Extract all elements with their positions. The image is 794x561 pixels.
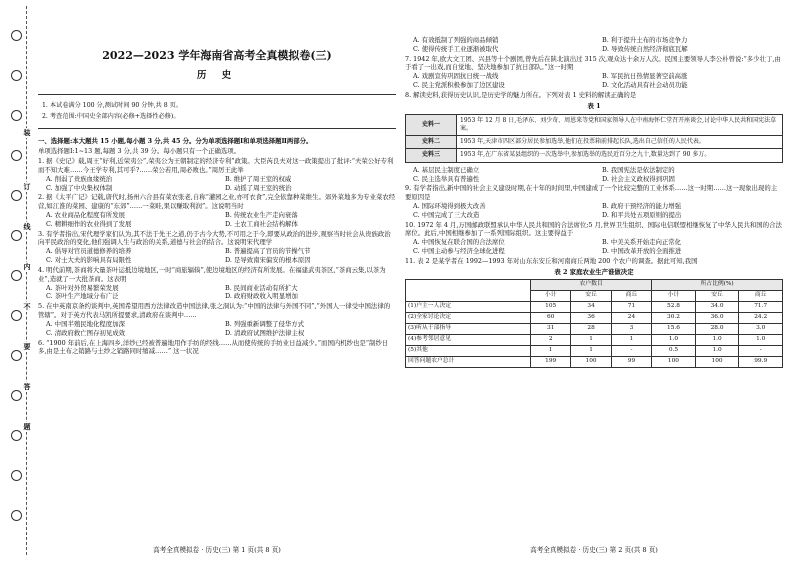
option[interactable]: B. 政府干预经济的能力增强	[602, 202, 682, 210]
table-cell: 52.8	[652, 301, 696, 312]
table-caption: 表 2 家庭农业生产谁做决定	[554, 267, 634, 276]
option[interactable]: B. 民间商业活动有所扩大	[225, 283, 298, 292]
table-cell: 24.2	[739, 312, 783, 323]
left-page	[38, 0, 396, 561]
material-text: 1953 年 12 月 8 日,毛泽东、刘少奇、周恩来等党和国家领导人在中南海怀仁堂召开座谈会,讨论中华人民共和国宪法草案。	[457, 114, 783, 136]
table-cell: 28.0	[695, 323, 739, 334]
option[interactable]: C. 对士大夫的影响具有局限性	[46, 256, 132, 265]
table-cell: 1	[571, 345, 611, 356]
binding-char: 答	[23, 382, 31, 391]
table-cell: 15.6	[652, 323, 696, 334]
option[interactable]: C. 民主党派积极参加了边区建设	[413, 81, 505, 90]
table-cell: 100	[571, 356, 611, 367]
option[interactable]: D. 社会主义政权得到巩固	[602, 174, 675, 183]
option[interactable]: A. 基层民主制度已确立	[413, 165, 480, 174]
survey-data-table	[405, 279, 783, 368]
material-label: 史料二	[406, 136, 457, 149]
binding-dashed-line	[26, 6, 27, 555]
section-subheading: 单项选择题Ⅰ:1~13 题,每题 3 分,共 39 分。每小题只有一个正确选项。	[38, 147, 241, 156]
binding-char: 订	[23, 182, 31, 191]
column-header: 安丘	[571, 290, 611, 301]
notice-box	[38, 94, 396, 129]
material-text: 1953 年,天津市四区部分居民参加选举,他们在投票箱前排起长队,选出自己信任的人民代表。	[457, 136, 783, 149]
option[interactable]: D. 文化活动具有社会动员功能	[602, 81, 688, 90]
table-cell: 71	[611, 301, 651, 312]
option[interactable]: B. 维护了周王室的权威	[225, 174, 292, 183]
right-page	[405, 0, 783, 561]
material-label: 史料三	[406, 149, 457, 162]
option[interactable]: A. 削弱了贵族血缘统治	[46, 174, 113, 183]
option[interactable]: A. 茶叶对外贸易繁荣发展	[46, 283, 119, 292]
table-header-row	[406, 279, 783, 290]
question-8	[405, 91, 783, 183]
option[interactable]: B. 传统农业生产走向衰落	[225, 211, 298, 219]
binding-margin	[0, 0, 34, 561]
row-label: (4)参考邻居意见	[406, 334, 531, 345]
option[interactable]: D. 导致传统自然经济彻底瓦解	[602, 44, 688, 53]
option[interactable]: D. 中国改革开放的全面推进	[602, 247, 682, 256]
row-label: (2)全家讨论决定	[406, 312, 531, 323]
question-5	[38, 302, 396, 337]
option[interactable]: A. 中国恢复在联合国的合法席位	[413, 238, 505, 247]
table-cell: 100	[652, 356, 696, 367]
table-row	[406, 301, 783, 312]
option[interactable]: D. 政府财政收入明显增加	[225, 292, 298, 301]
table-cell: 1.0	[652, 334, 696, 345]
table-cell: 1.0	[695, 345, 739, 356]
option[interactable]: B. 列强重新调整了侵华方式	[225, 319, 305, 328]
question-stem: 4. 明代前期,茶商将大量茶叶运抵边境地区,一时“商旅辐辏”,使边境地区的经济有所发展。在福建武夷茶区,“茶商云集,以茶为业”,造就了一大批茶商。这表明	[38, 265, 386, 283]
binding-char: 不	[23, 302, 31, 311]
question-4	[38, 266, 396, 301]
table-cell: 1.0	[695, 334, 739, 345]
column-header: 商丘	[739, 290, 783, 301]
binding-ring-icon	[11, 150, 22, 161]
table-row	[406, 334, 783, 345]
binding-ring-icon	[11, 110, 22, 121]
table-row	[406, 149, 783, 162]
section-heading: 一、选择题:本大题共 15 小题,每小题 3 分,共 45 分。分为单项选择题Ⅰ和单项选择题Ⅱ两部分。	[38, 137, 313, 146]
binding-ring-icon	[11, 70, 22, 81]
option[interactable]: D. 和平共处五项原则的提出	[602, 210, 682, 219]
binding-ring-icon	[11, 510, 22, 521]
table-row	[406, 114, 783, 136]
option[interactable]: D. 清政府试图维护法律主权	[225, 328, 305, 337]
question-11	[405, 257, 783, 368]
table-cell: 34.0	[695, 301, 739, 312]
option[interactable]: B. 普遍提高了官员的节操气节	[225, 247, 311, 256]
option[interactable]: C. 清政府救亡图存初见成效	[46, 328, 126, 337]
option[interactable]: C. 精耕细作的农业得到了发展	[46, 219, 132, 228]
table-cell: 36	[571, 312, 611, 323]
row-label: (5)其他	[406, 345, 531, 356]
table-cell: 36.0	[695, 312, 739, 323]
option[interactable]: C. 中国主动参与经济全球化进程	[413, 247, 505, 256]
table-caption: 表 1	[587, 101, 601, 110]
table-cell: 1	[531, 345, 571, 356]
table-cell: -	[739, 345, 783, 356]
option[interactable]: A. 农业商品化程度有所发展	[46, 211, 125, 219]
question-stem: 6. “1900 年前后,在上海四乡,洋纱已经被普遍地用作手纺的经线……从而使传统的手纺业日益减少。”而国内机纱也是“制纱日多,由是土布之销路与土纱之销路同时缩减……” 这一状况	[38, 338, 389, 356]
material-text: 1953 年,在广东省某县组织的一次选举中,参加选举的选民近百分之九十,数量达到了 90 多万。	[457, 149, 783, 162]
table-cell: 99.9	[739, 356, 783, 367]
question-7	[405, 55, 783, 90]
binding-ring-icon	[11, 390, 22, 401]
question-10	[405, 221, 783, 256]
question-9	[405, 184, 783, 219]
binding-char: 要	[23, 342, 31, 351]
row-label: 回答问题农户总计	[406, 356, 531, 367]
option[interactable]: D. 土农工商社会结构解体	[225, 219, 298, 228]
binding-ring-icon	[11, 190, 22, 201]
binding-ring-icon	[11, 470, 22, 481]
question-stem: 2. 据《太平广记》记载,唐代时,扬州六合县有菜农张老,自称“灌园之业,亦可衣食”,完全依靠种菜维生。郊外菜地多为专业菜农经营,如江淮的菜园、建康的“东郊”……一菜畦,果以赚取利润”。这说明当时	[38, 193, 396, 211]
table-cell: 99	[611, 356, 651, 367]
option[interactable]: B. 我国宪法是依法制定的	[602, 165, 675, 174]
source-material-table	[405, 114, 783, 163]
option[interactable]: C. 茶叶生产地域分布广泛	[46, 292, 119, 301]
table-cell: 199	[531, 356, 571, 367]
table-row	[406, 312, 783, 323]
material-label: 史料一	[406, 114, 457, 136]
table-row	[406, 345, 783, 356]
question-stem: 11. 表 2 是某学者在 1992—1993 年对山东东安丘和河南商丘两地 200 个农户的调查。据此可知,我国	[405, 256, 698, 265]
column-header: 安丘	[695, 290, 739, 301]
binding-char: 题	[23, 422, 31, 431]
option[interactable]: A. 倡导对官员道德修养的培养	[46, 247, 132, 256]
option[interactable]: A. 国际环境得到极大改善	[413, 202, 486, 210]
table-corner	[406, 279, 531, 301]
question-3	[38, 230, 396, 265]
row-label: (3)听从干部指导	[406, 323, 531, 334]
option[interactable]: B. 利于提升土布的市场竞争力	[602, 36, 688, 44]
question-stem: 10. 1972 年 4 月,万国邮政联盟承认中华人民共和国的合法席位;5 月,世界卫生组织、国际电信联盟相继恢复了中华人民共和国的合法席位。此后,中国相继参加了一系列国际组织。这主要得益于	[405, 220, 782, 238]
table-cell: -	[611, 345, 651, 356]
column-group-header: 农户数目	[531, 279, 652, 290]
table-cell: 28	[571, 323, 611, 334]
table-cell: 0.5	[652, 345, 696, 356]
option[interactable]: C. 民主选举具有普遍性	[413, 174, 480, 183]
table-cell: 1.0	[739, 334, 783, 345]
row-label: (1)户主一人决定	[406, 301, 531, 312]
option[interactable]: C. 使得传统手工业逐渐被取代	[413, 44, 499, 53]
binding-ring-icon	[11, 430, 22, 441]
option[interactable]: B. 中美关系开始走向正常化	[602, 238, 682, 247]
column-header: 小计	[652, 290, 696, 301]
option[interactable]: D. 是导致南宋偏安的根本原因	[225, 256, 311, 265]
table-row	[406, 323, 783, 334]
table-cell: 60	[531, 312, 571, 323]
table-row	[406, 356, 783, 367]
table-cell: 100	[695, 356, 739, 367]
page-footer: 高考全真模拟卷 · 历史(三) 第 1 页(共 8 页)	[153, 545, 281, 554]
binding-char: 线	[23, 222, 31, 231]
question-6-options	[405, 36, 783, 54]
option[interactable]: D. 动摇了周王室的统治	[225, 183, 292, 192]
question-stem: 9. 有学者指出,新中国的社会主义建设时期,在十年的时间里,中国建成了一个比较完整的工业体系……这一时期……这一现象出现的主要原因是	[405, 184, 778, 202]
option[interactable]: B. 军民抗日热情显著空前高涨	[602, 72, 688, 81]
binding-ring-icon	[11, 350, 22, 361]
table-cell: 24	[611, 312, 651, 323]
table-row	[406, 136, 783, 149]
question-stem: 5. 在中英南京条约谈判中,英国希望用西方法律改造中国法律,张之洞认为:“中国的法律与外国不同”,“外国人一律受中国法律的管辖”。对于英方代表马凯所提要求,清政府在谈判中……	[38, 302, 391, 320]
question-2	[38, 193, 396, 228]
option[interactable]: A. 中国半殖民地化程度加深	[46, 319, 125, 328]
table-cell: 1	[571, 334, 611, 345]
binding-ring-icon	[11, 230, 22, 241]
option[interactable]: C. 加强了中央集权体制	[46, 183, 113, 192]
binding-ring-icon	[11, 270, 22, 281]
column-header: 商丘	[611, 290, 651, 301]
binding-char: 内	[23, 262, 31, 271]
table-cell: 105	[531, 301, 571, 312]
question-1	[38, 157, 396, 192]
column-group-header: 所占比例(%)	[652, 279, 783, 290]
question-6	[38, 339, 396, 357]
exam-subject: 历 史	[196, 70, 238, 82]
question-stem: 1. 据《史记》载,周王“好利,近荣夷公”,荣夷公为王朝制定的经济专利”政策。大臣芮良夫对这一政策提出了批评:“夫荣公好专利而不知大难……今王学专利,其可乎?……荣公若用,周必败也。”周厉王此举	[38, 157, 394, 174]
notice-line: 2. 考查范围:中国史全部内容(必修+选择性必修)。	[42, 112, 180, 120]
table-cell: 3.0	[739, 323, 783, 334]
page-footer: 高考全真模拟卷 · 历史(三) 第 2 页(共 8 页)	[530, 545, 658, 554]
table-cell: 1	[611, 334, 651, 345]
question-stem: 8. 解读史料,获得历史认识,是历史学的魅力所在。下列对表 1 史料的解读正确的是	[405, 90, 637, 99]
exam-title: 2022—2023 学年海南省高考全真模拟卷(三)	[102, 49, 332, 62]
question-stem: 7. 1942 年,欧大文工团、兴县等十个剧团,曾先后在陕北演出过 315 次,观众达十余万人次。民国主要领导人李公朴曾说:“多少壮丁,由于看了一出戏,而自觉地、坚决地参加了抗日部队。”这一时期	[405, 54, 781, 72]
option[interactable]: C. 中国完成了三大改造	[413, 210, 480, 219]
table-cell: 30.2	[652, 312, 696, 323]
table-cell: 71.7	[739, 301, 783, 312]
notice-line: 1. 本试卷满分 100 分,测试时间 90 分钟,共 8 页。	[42, 102, 183, 110]
binding-char: 装	[23, 128, 31, 137]
option[interactable]: A. 戏剧宣传巩固抗日统一战线	[413, 72, 499, 81]
binding-ring-icon	[11, 30, 22, 41]
question-stem: 3. 有学者指出,宋代理学家们认为,其不法于先王之道,仍于古今大势,不可用之于今,即要从政治的进步,观察当时社会从贵族政治向平民政治的变化,他们强调人生与政治的关系,道德与社会的结合。这说明宋代理学	[38, 229, 391, 247]
table-cell: 2	[531, 334, 571, 345]
table-cell: 3	[611, 323, 651, 334]
table-cell: 31	[531, 323, 571, 334]
option[interactable]: A. 有效抵制了列强的商品倾销	[413, 36, 499, 44]
binding-ring-icon	[11, 310, 22, 321]
table-cell: 34	[571, 301, 611, 312]
column-header: 小计	[531, 290, 571, 301]
